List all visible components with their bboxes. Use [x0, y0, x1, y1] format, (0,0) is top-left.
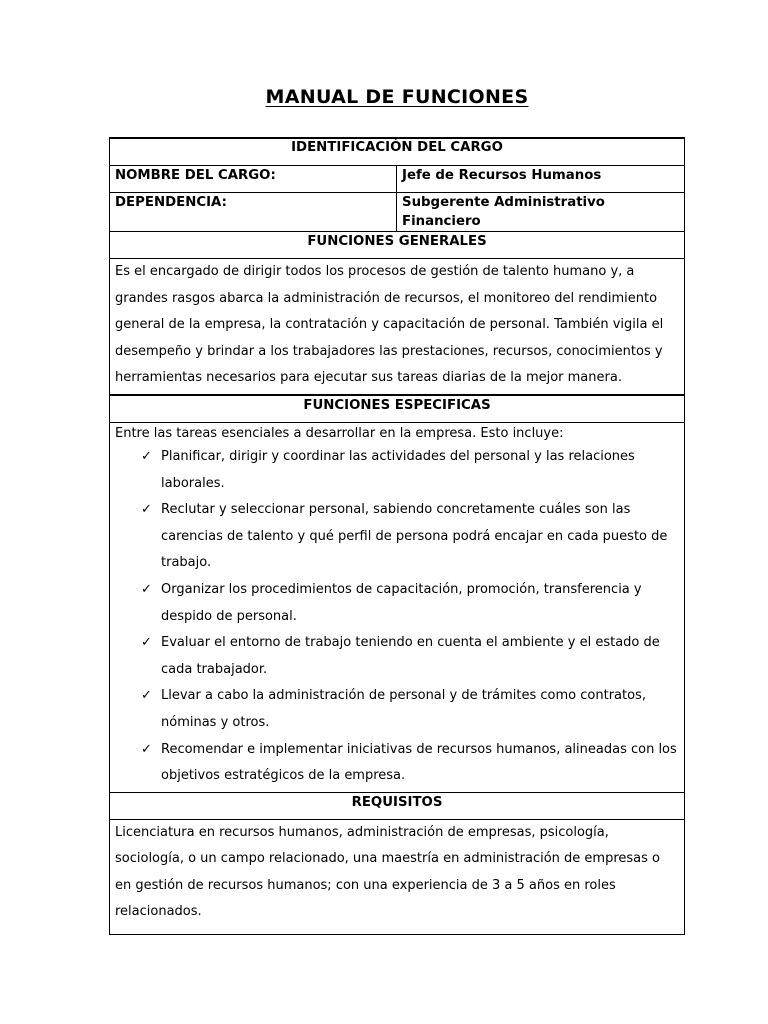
list-item: [137, 683, 679, 736]
list-item: [137, 737, 679, 790]
funciones-especificas-header-row: [110, 395, 685, 423]
funciones-especificas-header: FUNCIONES ESPECIFICAS: [110, 395, 685, 423]
requisitos-header: REQUISITOS: [110, 792, 685, 819]
identificacion-header: IDENTIFICACIÓN DEL CARGO: [110, 138, 685, 166]
nombre-cargo-label: NOMBRE DEL CARGO:: [110, 166, 397, 193]
funciones-generales-row: [110, 259, 685, 395]
identificacion-header-row: [110, 138, 685, 166]
checkmark-icon: ✓: [141, 741, 152, 757]
requisitos-row: [110, 819, 685, 934]
checkmark-icon: ✓: [141, 635, 152, 651]
document-title: MANUAL DE FUNCIONES: [265, 86, 529, 108]
funciones-especificas-row: [110, 422, 685, 792]
requisitos-header-row: [110, 792, 685, 819]
dependencia-label: DEPENDENCIA:: [110, 193, 397, 232]
checkmark-icon: ✓: [141, 581, 152, 597]
funciones-especificas-cell: [110, 422, 685, 792]
job-functions-table: [109, 137, 685, 935]
checkmark-icon: ✓: [141, 688, 152, 704]
funciones-especificas-intro: Entre las tareas esenciales a desarrollar en la empresa. Esto incluye:: [115, 425, 564, 441]
list-item: [137, 630, 679, 683]
checkmark-icon: ✓: [141, 502, 152, 518]
funciones-especificas-list: [115, 444, 679, 790]
list-item: [137, 444, 679, 497]
list-item-text: Recomendar e implementar iniciativas de recursos humanos, alineadas con los objetivos estratégicos de la empresa.: [161, 741, 677, 784]
list-item-text: Planificar, dirigir y coordinar las actividades del personal y las relaciones laborales.: [161, 448, 635, 491]
funciones-generales-text: Es el encargado de dirigir todos los procesos de gestión de talento humano y, a grandes rasgos abarca la administración de recursos, el monitoreo del rendimiento general de la empresa, la contratación y capacitación de personal. También vigila el desempeño y brindar a los trabajadores las prestaciones, recursos, conocimientos y herramientas necesarios para ejecutar sus tareas diarias de la mejor manera.: [110, 259, 685, 395]
list-item-text: Llevar a cabo la administración de personal y de trámites como contratos, nóminas y otros.: [161, 688, 646, 730]
checkmark-icon: ✓: [141, 448, 152, 464]
nombre-cargo-row: [110, 166, 685, 193]
dependencia-row: [110, 193, 685, 232]
dependencia-value: Subgerente Administrativo Financiero: [397, 193, 685, 232]
funciones-generales-header: FUNCIONES GENERALES: [110, 232, 685, 259]
list-item-text: Evaluar el entorno de trabajo teniendo en cuenta el ambiente y el estado de cada trabajador.: [161, 635, 660, 677]
list-item-text: Reclutar y seleccionar personal, sabiendo concretamente cuáles son las carencias de talento y qué perfil de persona podrá encajar en cada puesto de trabajo.: [161, 502, 668, 571]
nombre-cargo-value: Jefe de Recursos Humanos: [397, 166, 685, 193]
list-item: [137, 577, 679, 630]
funciones-generales-header-row: [110, 232, 685, 259]
list-item-text: Organizar los procedimientos de capacitación, promoción, transferencia y despido de personal.: [161, 581, 642, 624]
list-item: [137, 497, 679, 577]
requisitos-text: Licenciatura en recursos humanos, administración de empresas, psicología, sociología, o un campo relacionado, una maestría en administración de empresas o en gestión de recursos humanos; con una experiencia de 3 a 5 años en roles relacionados.: [110, 819, 685, 934]
